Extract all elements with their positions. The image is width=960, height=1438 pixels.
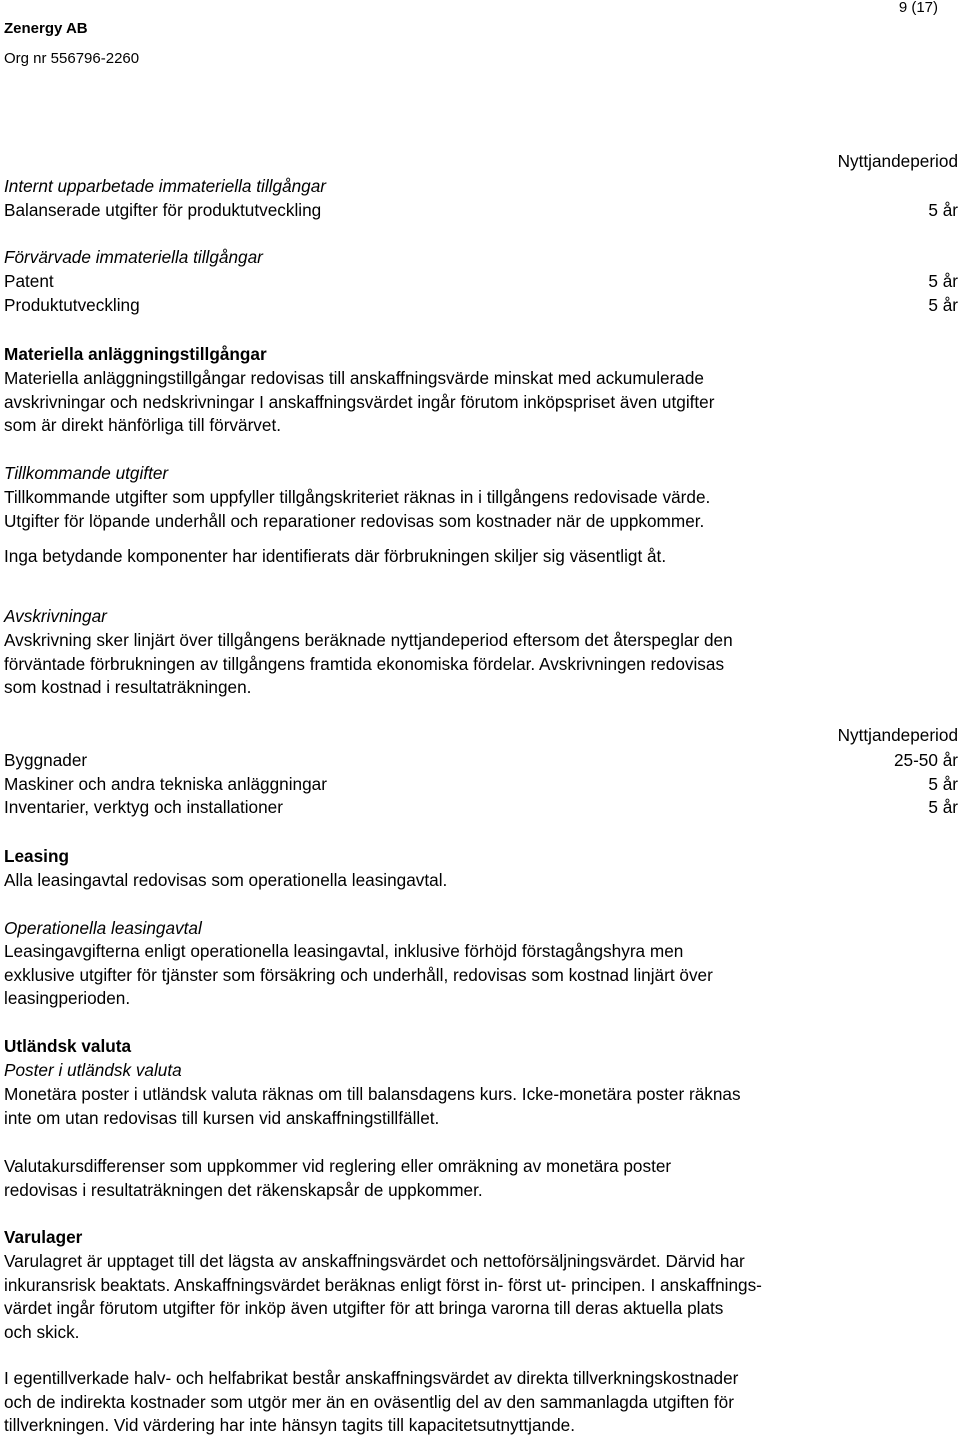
internal-intangibles-heading: Internt upparbetade immateriella tillgångar	[4, 176, 326, 196]
tangibles-heading: Materiella anläggningstillgångar	[4, 344, 267, 364]
leasing-heading: Leasing	[4, 846, 69, 866]
paragraph-line: Valutakursdifferenser som uppkommer vid reglering eller omräkning av monetära poster	[4, 1156, 672, 1176]
currency-heading: Utländsk valuta	[4, 1036, 132, 1056]
acquired-item-label: Produktutveckling	[4, 295, 140, 315]
additional-line: Tillkommande utgifter som uppfyller tillgångskriteriet räknas in i tillgångens redovisade värde.	[4, 487, 711, 507]
depreciation-heading: Avskrivningar	[4, 606, 107, 626]
paragraph-line: leasingperioden.	[4, 988, 131, 1008]
internal-item-label: Balanserade utgifter för produktutveckling	[4, 200, 322, 220]
internal-item-value: 5 år	[928, 200, 958, 220]
operational-leasing-heading: Operationella leasingavtal	[4, 918, 202, 938]
paragraph-line: Varulagret är upptaget till det lägsta av anskaffningsvärdet och nettoförsäljningsvärdet. Därvid har	[4, 1251, 745, 1271]
paragraph-line: tillverkningen. Vid värdering har inte hänsyn tagits till kapacitetsutnyttjande.	[4, 1415, 576, 1435]
depreciation-item-label: Byggnader	[4, 750, 88, 770]
paragraph-line: I egentillverkade halv- och helfabrikat består anskaffningsvärdet av direkta tillverkningskostnader	[4, 1368, 739, 1388]
depreciation-item-value: 5 år	[928, 797, 958, 817]
org-number: Org nr 556796-2260	[4, 50, 140, 67]
paragraph-line: värdet ingår förutom utgifter för inköp även utgifter för att bringa varorna till deras aktuella plats	[4, 1298, 724, 1318]
paragraph-line: exklusive utgifter för tjänster som försäkring och underhåll, redovisas som kostnad linjärt över	[4, 964, 713, 985]
acquired-intangibles-heading: Förvärvade immateriella tillgångar	[4, 247, 263, 267]
paragraph-line: Leasingavgifterna enligt operationella leasingavtal, inklusive förhöjd förstagångshyra men	[4, 941, 684, 961]
acquired-item-label: Patent	[4, 271, 54, 291]
additional-heading: Tillkommande utgifter	[4, 463, 169, 483]
paragraph-line: och de indirekta kostnader som utgör mer än en oväsentlig del av den sammanlagda utgiften för	[4, 1391, 734, 1412]
paragraph-line: som är direkt hänförliga till förvärvet.	[4, 415, 282, 435]
additional-line: Utgifter för löpande underhåll och reparationer redovisas som kostnader när de uppkommer.	[4, 511, 705, 531]
depreciation-col-header: Nyttjandeperiod	[837, 725, 958, 745]
depreciation-item-value: 5 år	[928, 774, 958, 794]
paragraph-line: och skick.	[4, 1321, 80, 1342]
paragraph-line: inkuransrisk beaktats. Anskaffningsvärdet beräknas enligt först in- först ut- principen. I anskaffnings-	[4, 1274, 762, 1295]
inventory-heading: Varulager	[4, 1227, 83, 1247]
currency-paragraph	[4, 1155, 954, 1202]
paragraph-line: avskrivningar och nedskrivningar I anskaffningsvärdet ingår förutom inköpspriset även utgifter	[4, 391, 715, 412]
currency-paragraph	[4, 1083, 954, 1130]
depreciation-paragraph	[4, 629, 954, 700]
inventory-paragraph	[4, 1250, 954, 1344]
paragraph-line: inte om utan redovisas till kursen vid anskaffningstillfället.	[4, 1107, 440, 1128]
depreciation-item-value: 25-50 år	[893, 750, 958, 770]
leasing-text: Alla leasingavtal redovisas som operationella leasingavtal.	[4, 870, 448, 890]
paragraph-line: förväntade förbrukningen av tillgångens framtida ekonomiska fördelar. Avskrivningen redovisas	[4, 653, 725, 674]
intangibles-col-header: Nyttjandeperiod	[837, 151, 958, 171]
tangibles-paragraph	[4, 367, 954, 438]
acquired-item-value: 5 år	[928, 295, 958, 315]
page-number: 9 (17)	[898, 0, 938, 16]
inventory-paragraph	[4, 1367, 954, 1438]
company-name: Zenergy AB	[4, 20, 88, 37]
depreciation-item-label: Maskiner och andra tekniska anläggningar	[4, 774, 327, 794]
paragraph-line: Monetära poster i utländsk valuta räknas om till balansdagens kurs. Icke-monetära poster räknas	[4, 1084, 741, 1104]
paragraph-line: redovisas i resultaträkningen det räkenskapsår de uppkommer.	[4, 1179, 483, 1200]
leasing-paragraph	[4, 940, 954, 1011]
paragraph-line: Materiella anläggningstillgångar redovisas till anskaffningsvärde minskat med ackumulerade	[4, 368, 704, 388]
currency-sub-heading: Poster i utländsk valuta	[4, 1060, 182, 1080]
additional-line: Inga betydande komponenter har identifierats där förbrukningen skiljer sig väsentligt åt.	[4, 546, 667, 566]
paragraph-line: Avskrivning sker linjärt över tillgångens beräknade nyttjandeperiod eftersom det återspeglar den	[4, 630, 733, 650]
paragraph-line: som kostnad i resultaträkningen.	[4, 677, 252, 697]
depreciation-item-label: Inventarier, verktyg och installationer	[4, 797, 283, 817]
acquired-item-value: 5 år	[928, 271, 958, 291]
